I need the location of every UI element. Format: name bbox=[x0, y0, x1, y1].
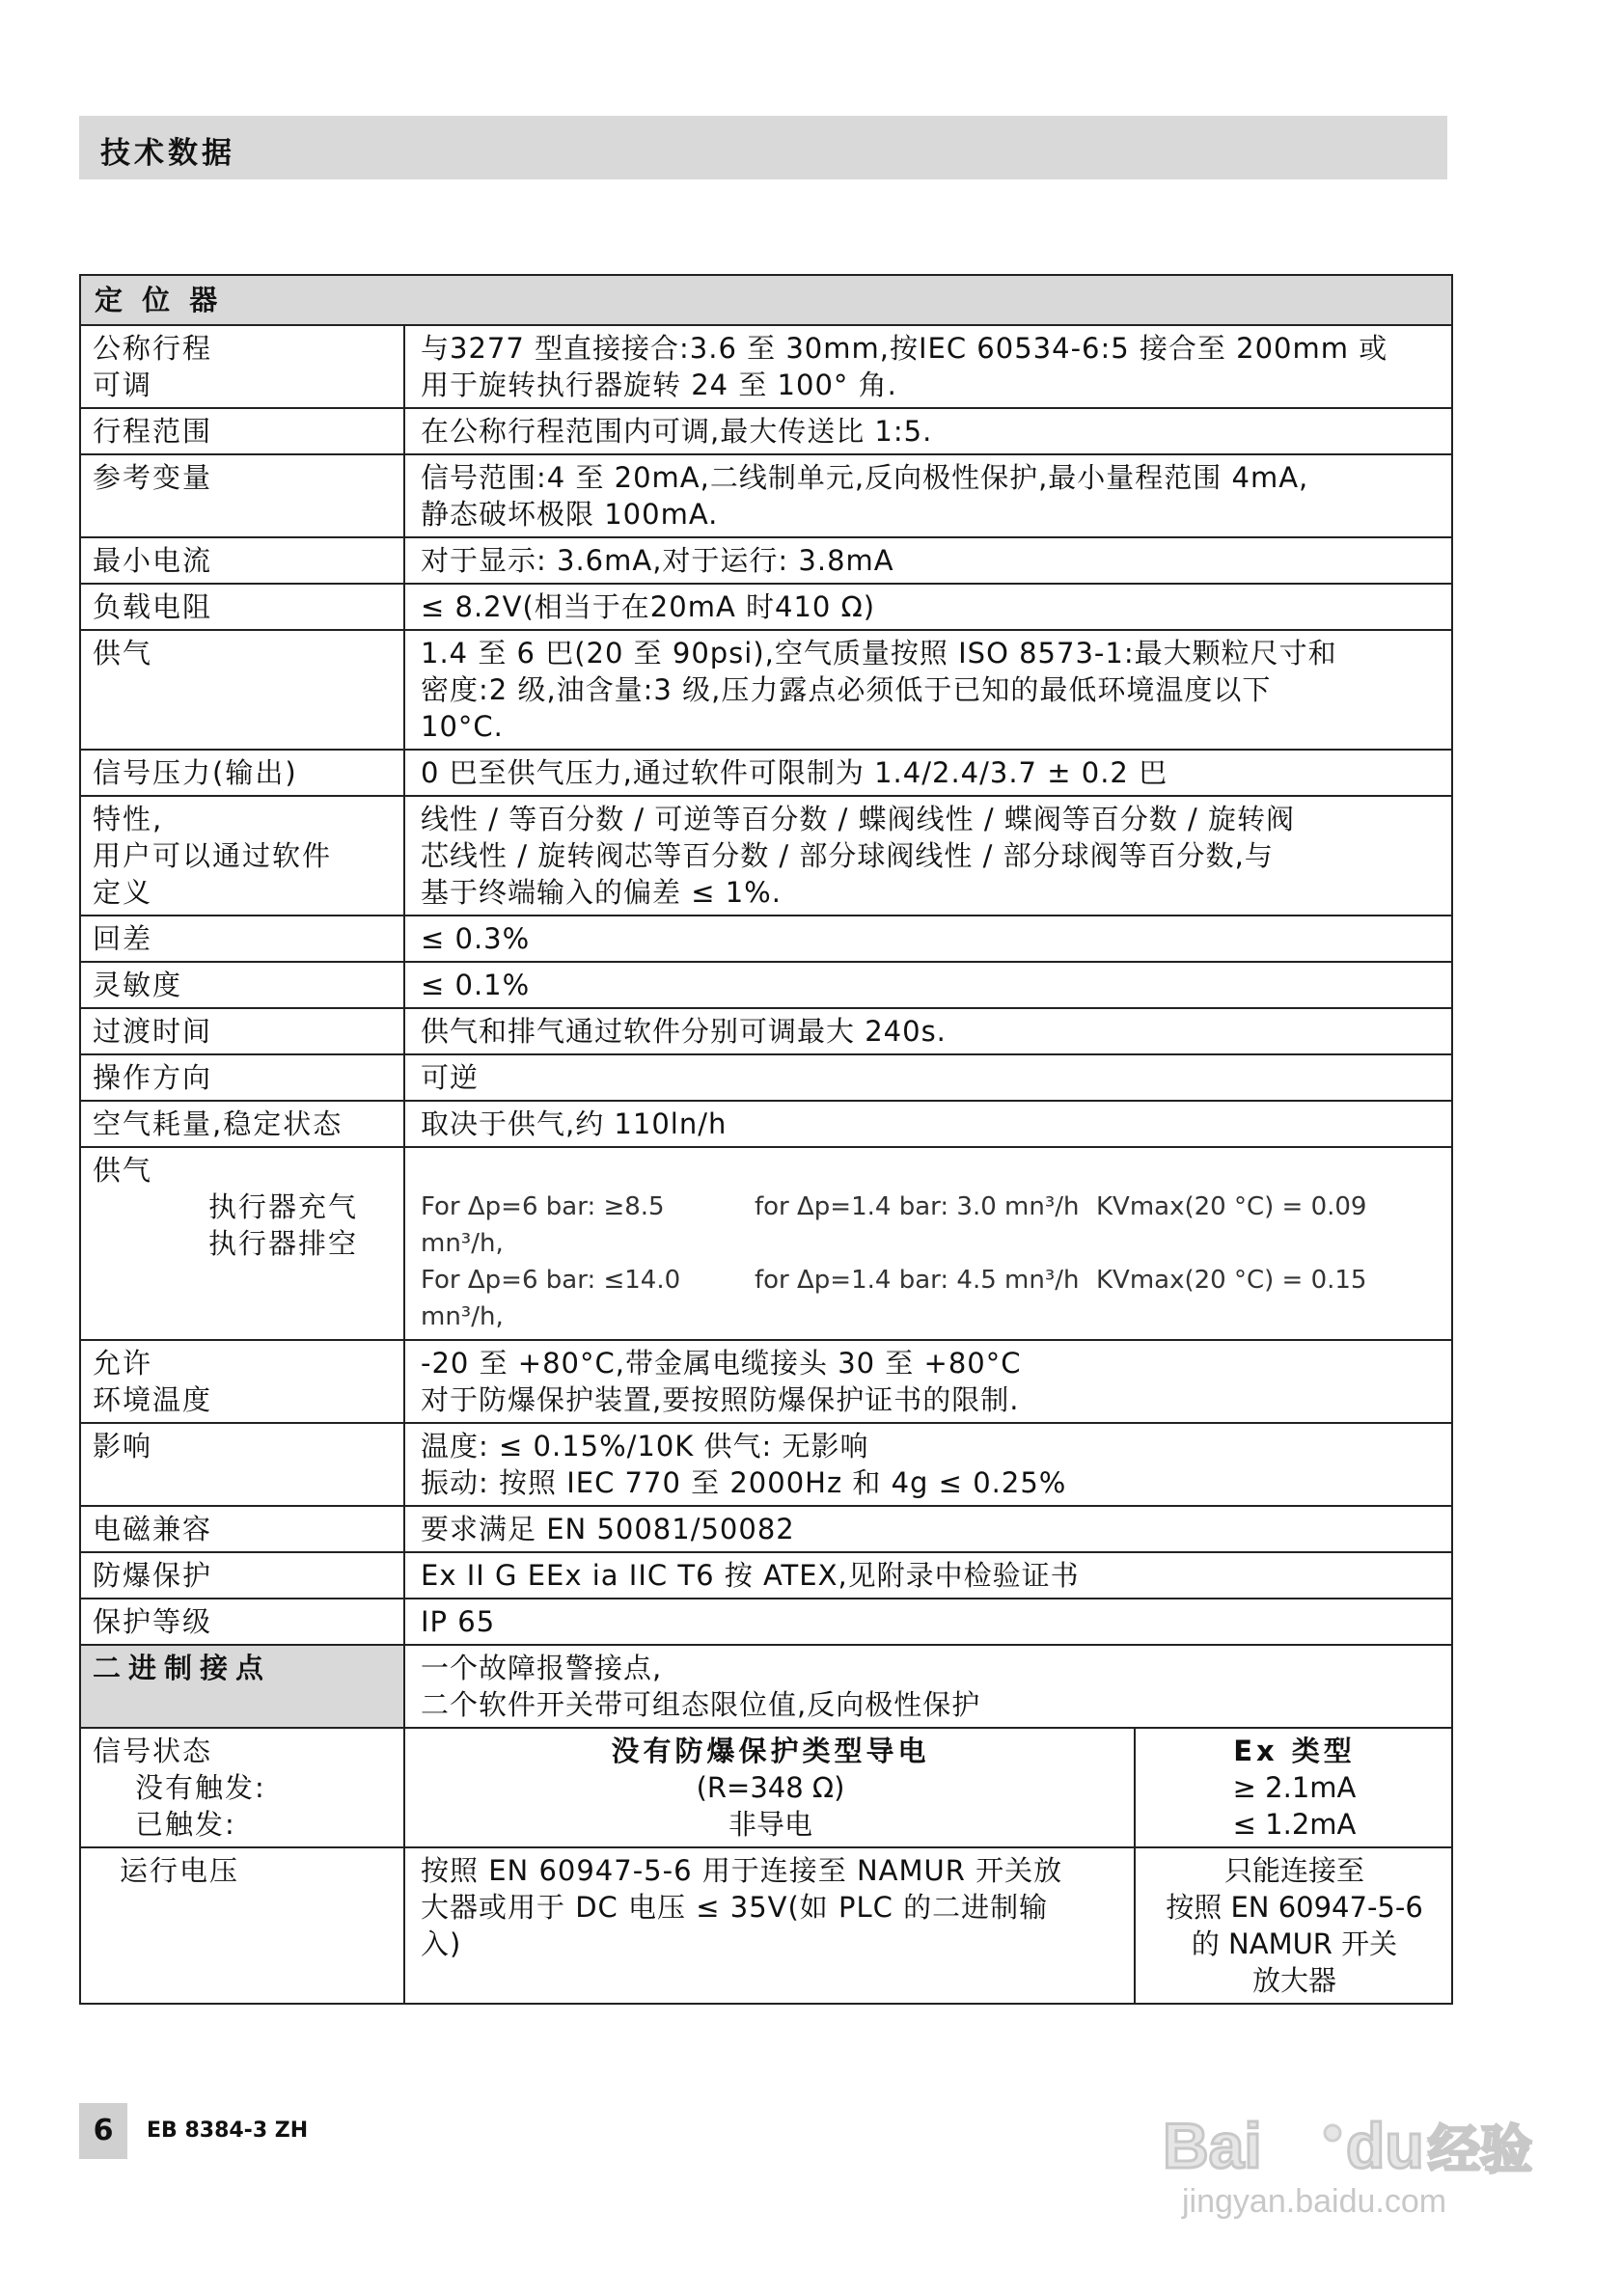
row-sublabel: 已触发: bbox=[135, 1808, 236, 1841]
row-label-line: 电磁兼容 bbox=[93, 1513, 213, 1545]
row-value-line: 0 巴至供气压力,通过软件可限制为 1.4/2.4/3.7 ± 0.2 巴 bbox=[421, 756, 1168, 789]
row-value-line: 一个故障报警接点, bbox=[421, 1652, 663, 1684]
row-label-line: 行程范围 bbox=[93, 415, 213, 448]
row-value bbox=[404, 962, 1452, 1008]
flow-value: for Δp=1.4 bar: 4.5 mn³/h bbox=[755, 1266, 1080, 1295]
row-label-line: 公称行程 bbox=[93, 332, 213, 365]
row-value-line: 密度:2 级,油含量:3 级,压力露点必须低于已知的最低环境温度以下 bbox=[421, 673, 1272, 706]
row-value-line: 对于防爆保护装置,要按照防爆保护证书的限制. bbox=[421, 1383, 1020, 1416]
ex-column bbox=[1135, 1847, 1452, 2004]
row-label-line: 允许 bbox=[93, 1347, 153, 1380]
row-value-line: 二个软件开关带可组态限位值,反向极性保护 bbox=[421, 1688, 981, 1721]
row-value bbox=[404, 408, 1452, 454]
row-value-line: 线性 / 等百分数 / 可逆等百分数 / 蝶阀线性 / 蝶阀等百分数 / 旋转阀 bbox=[421, 803, 1296, 835]
row-value-line: 对于显示: 3.6mA,对于运行: 3.8mA bbox=[421, 544, 894, 577]
flow-value: KVmax(20 °C) = 0.09 bbox=[1096, 1192, 1367, 1221]
baidu-watermark bbox=[1153, 2098, 1539, 2224]
cell-line: 按照 EN 60947-5-6 用于连接至 NAMUR 开关放 bbox=[421, 1854, 1063, 1887]
row-value bbox=[404, 1645, 1452, 1728]
table-row bbox=[80, 1423, 1452, 1506]
row-value-line: -20 至 +80°C,带金属电缆接头 30 至 +80°C bbox=[421, 1347, 1022, 1380]
row-value bbox=[404, 1340, 1452, 1423]
row-value-line: 取决于供气,约 110ln/h bbox=[421, 1107, 728, 1140]
section-heading-bar bbox=[79, 116, 1447, 179]
paw-icon bbox=[1325, 2125, 1340, 2141]
cell-line: 放大器 bbox=[1252, 1964, 1337, 1997]
row-label bbox=[80, 537, 404, 584]
row-value bbox=[404, 1054, 1452, 1101]
row-value bbox=[404, 325, 1452, 408]
table-row bbox=[80, 962, 1452, 1008]
row-value-line: 供气和排气通过软件分别可调最大 240s. bbox=[421, 1015, 947, 1048]
row-value bbox=[404, 916, 1452, 962]
page-heading: 技术数据 bbox=[100, 136, 235, 171]
row-value bbox=[404, 1008, 1452, 1054]
row-value bbox=[404, 796, 1452, 916]
table-section-header bbox=[80, 275, 1452, 325]
cell-line: 只能连接至 bbox=[1224, 1854, 1365, 1887]
table-row bbox=[80, 1599, 1452, 1645]
non-ex-column bbox=[404, 1728, 1135, 1847]
spec-table bbox=[79, 274, 1453, 2005]
row-value-line: 要求满足 EN 50081/50082 bbox=[421, 1513, 795, 1545]
flow-value: For Δp=6 bar: ≤14.0 mn³/h, bbox=[421, 1266, 681, 1331]
table-row-supply bbox=[80, 1147, 1452, 1340]
table-row bbox=[80, 537, 1452, 584]
row-value bbox=[404, 454, 1452, 537]
flow-value: For Δp=6 bar: ≥8.5 mn³/h, bbox=[421, 1192, 665, 1258]
row-label: 运行电压 bbox=[80, 1847, 404, 2004]
flow-line bbox=[421, 1262, 1442, 1335]
row-value-line: ≤ 8.2V(相当于在20mA 时410 Ω) bbox=[421, 590, 876, 623]
row-value bbox=[404, 1423, 1452, 1506]
row-value-line: 在公称行程范围内可调,最大传送比 1:5. bbox=[421, 415, 933, 448]
cell-line: ≥ 2.1mA bbox=[1232, 1771, 1357, 1804]
row-label bbox=[80, 584, 404, 630]
cell-line: ≤ 1.2mA bbox=[1232, 1808, 1357, 1841]
table-row bbox=[80, 454, 1452, 537]
table-row bbox=[80, 1506, 1452, 1552]
binary-label: 二进制接点 bbox=[80, 1645, 404, 1728]
table-row bbox=[80, 325, 1452, 408]
cell-line: 入) bbox=[421, 1927, 462, 1960]
row-label bbox=[80, 916, 404, 962]
row-value bbox=[404, 537, 1452, 584]
row-label-line: 过渡时间 bbox=[93, 1015, 213, 1048]
row-value bbox=[404, 584, 1452, 630]
row-label bbox=[80, 1506, 404, 1552]
table-row bbox=[80, 1054, 1452, 1101]
row-label-line: 防爆保护 bbox=[93, 1559, 213, 1592]
table-row-signal-state bbox=[80, 1728, 1452, 1847]
row-value-line: ≤ 0.1% bbox=[421, 969, 531, 1001]
row-value-line: Ex II G EEx ia IIC T6 按 ATEX,见附录中检验证书 bbox=[421, 1559, 1080, 1592]
row-label-line: 操作方向 bbox=[93, 1061, 213, 1094]
row-label-line: 环境温度 bbox=[93, 1383, 213, 1416]
row-label-line: 空气耗量,稳定状态 bbox=[93, 1107, 343, 1140]
row-label bbox=[80, 1147, 404, 1340]
table-row bbox=[80, 1008, 1452, 1054]
row-value bbox=[404, 1552, 1452, 1599]
cell-line: 非导电 bbox=[728, 1808, 812, 1841]
row-value bbox=[404, 1599, 1452, 1645]
row-value-line: 与3277 型直接接合:3.6 至 30mm,按IEC 60534-6:5 接合至 200mm 或 bbox=[421, 332, 1388, 365]
row-label-line: 定义 bbox=[93, 876, 153, 909]
cell-line: Ex 类型 bbox=[1233, 1735, 1356, 1767]
watermark-url: jingyan.baidu.com bbox=[1182, 2183, 1447, 2220]
row-value-line: 信号范围:4 至 20mA,二线制单元,反向极性保护,最小量程范围 4mA, bbox=[421, 461, 1309, 494]
cell-line: 按照 EN 60947-5-6 bbox=[1166, 1891, 1423, 1924]
row-label bbox=[80, 796, 404, 916]
row-label-line: 供气 bbox=[93, 1154, 153, 1187]
row-label bbox=[80, 1728, 404, 1847]
row-label-line: 可调 bbox=[93, 369, 153, 401]
table-row bbox=[80, 408, 1452, 454]
row-label-line: 最小电流 bbox=[93, 544, 213, 577]
table-row bbox=[80, 1552, 1452, 1599]
row-label bbox=[80, 1008, 404, 1054]
row-label bbox=[80, 1599, 404, 1645]
non-ex-column bbox=[404, 1847, 1135, 2004]
cell-line: 没有防爆保护类型导电 bbox=[611, 1735, 930, 1767]
row-label-line: 影响 bbox=[93, 1430, 153, 1462]
section-title: 定 位 器 bbox=[80, 275, 1452, 325]
row-label bbox=[80, 962, 404, 1008]
ex-column bbox=[1135, 1728, 1452, 1847]
row-sublabel: 没有触发: bbox=[135, 1771, 266, 1804]
table-row bbox=[80, 630, 1452, 750]
watermark-brand: Bai bbox=[1163, 2110, 1262, 2181]
flow-line bbox=[421, 1189, 1442, 1262]
row-label bbox=[80, 325, 404, 408]
row-value bbox=[404, 630, 1452, 750]
row-label-line: 信号压力(输出) bbox=[93, 756, 298, 789]
row-label bbox=[80, 408, 404, 454]
row-label-line: 灵敏度 bbox=[93, 969, 183, 1001]
table-row bbox=[80, 796, 1452, 916]
row-label-line: 特性, bbox=[93, 803, 164, 835]
row-value-line: IP 65 bbox=[421, 1605, 496, 1638]
row-label bbox=[80, 454, 404, 537]
row-value-line: 温度: ≤ 0.15%/10K 供气: 无影响 bbox=[421, 1430, 869, 1462]
table-row bbox=[80, 584, 1452, 630]
row-label bbox=[80, 1552, 404, 1599]
row-label bbox=[80, 1101, 404, 1147]
row-value-line: 基于终端输入的偏差 ≤ 1%. bbox=[421, 876, 782, 909]
flow-value: KVmax(20 °C) = 0.15 bbox=[1096, 1266, 1367, 1295]
row-label-line: 参考变量 bbox=[93, 461, 213, 494]
flow-value: for Δp=1.4 bar: 3.0 mn³/h bbox=[755, 1192, 1080, 1221]
watermark-label: 经验 bbox=[1428, 2119, 1532, 2180]
row-label-line: 用户可以通过软件 bbox=[93, 839, 333, 872]
row-value-line: ≤ 0.3% bbox=[421, 922, 531, 955]
row-value-line: 10°C. bbox=[421, 710, 504, 743]
table-row bbox=[80, 750, 1452, 796]
cell-line: (R=348 Ω) bbox=[696, 1771, 845, 1804]
row-label bbox=[80, 630, 404, 750]
row-value-line: 用于旋转执行器旋转 24 至 100° 角. bbox=[421, 369, 897, 401]
row-value-line: 振动: 按照 IEC 770 至 2000Hz 和 4g ≤ 0.25% bbox=[421, 1466, 1067, 1499]
row-value bbox=[404, 1506, 1452, 1552]
row-label-line: 供气 bbox=[93, 637, 153, 670]
row-value bbox=[404, 1147, 1452, 1340]
row-value-line: 芯线性 / 旋转阀芯等百分数 / 部分球阀线性 / 部分球阀等百分数,与 bbox=[421, 839, 1274, 872]
table-row bbox=[80, 1340, 1452, 1423]
watermark-brand-2: du bbox=[1346, 2110, 1424, 2181]
cell-line: 大器或用于 DC 电压 ≤ 35V(如 PLC 的二进制输 bbox=[421, 1891, 1049, 1924]
table-row bbox=[80, 1101, 1452, 1147]
row-value-line: 1.4 至 6 巴(20 至 90psi),空气质量按照 ISO 8573-1:最大颗粒尺寸和 bbox=[421, 637, 1337, 670]
cell-line: 的 NAMUR 开关 bbox=[1191, 1927, 1398, 1960]
row-label bbox=[80, 1054, 404, 1101]
row-sublabel: 执行器排空 bbox=[208, 1227, 359, 1260]
document-id: EB 8384-3 ZH bbox=[147, 2118, 309, 2143]
row-value bbox=[404, 1101, 1452, 1147]
page-number: 6 bbox=[79, 2103, 127, 2159]
row-label-line: 信号状态 bbox=[93, 1735, 213, 1767]
table-row-voltage bbox=[80, 1847, 1452, 2004]
row-label bbox=[80, 1423, 404, 1506]
spacer bbox=[421, 1152, 1442, 1189]
row-label-line: 回差 bbox=[93, 922, 153, 955]
table-row-binary bbox=[80, 1645, 1452, 1728]
row-value-line: 可逆 bbox=[421, 1061, 480, 1094]
row-label bbox=[80, 1340, 404, 1423]
row-label-line: 负载电阻 bbox=[93, 590, 213, 623]
row-value bbox=[404, 750, 1452, 796]
row-value-line: 静态破坏极限 100mA. bbox=[421, 498, 719, 531]
row-sublabel: 执行器充气 bbox=[208, 1190, 359, 1223]
row-label-line: 保护等级 bbox=[93, 1605, 213, 1638]
row-label bbox=[80, 750, 404, 796]
table-row bbox=[80, 916, 1452, 962]
